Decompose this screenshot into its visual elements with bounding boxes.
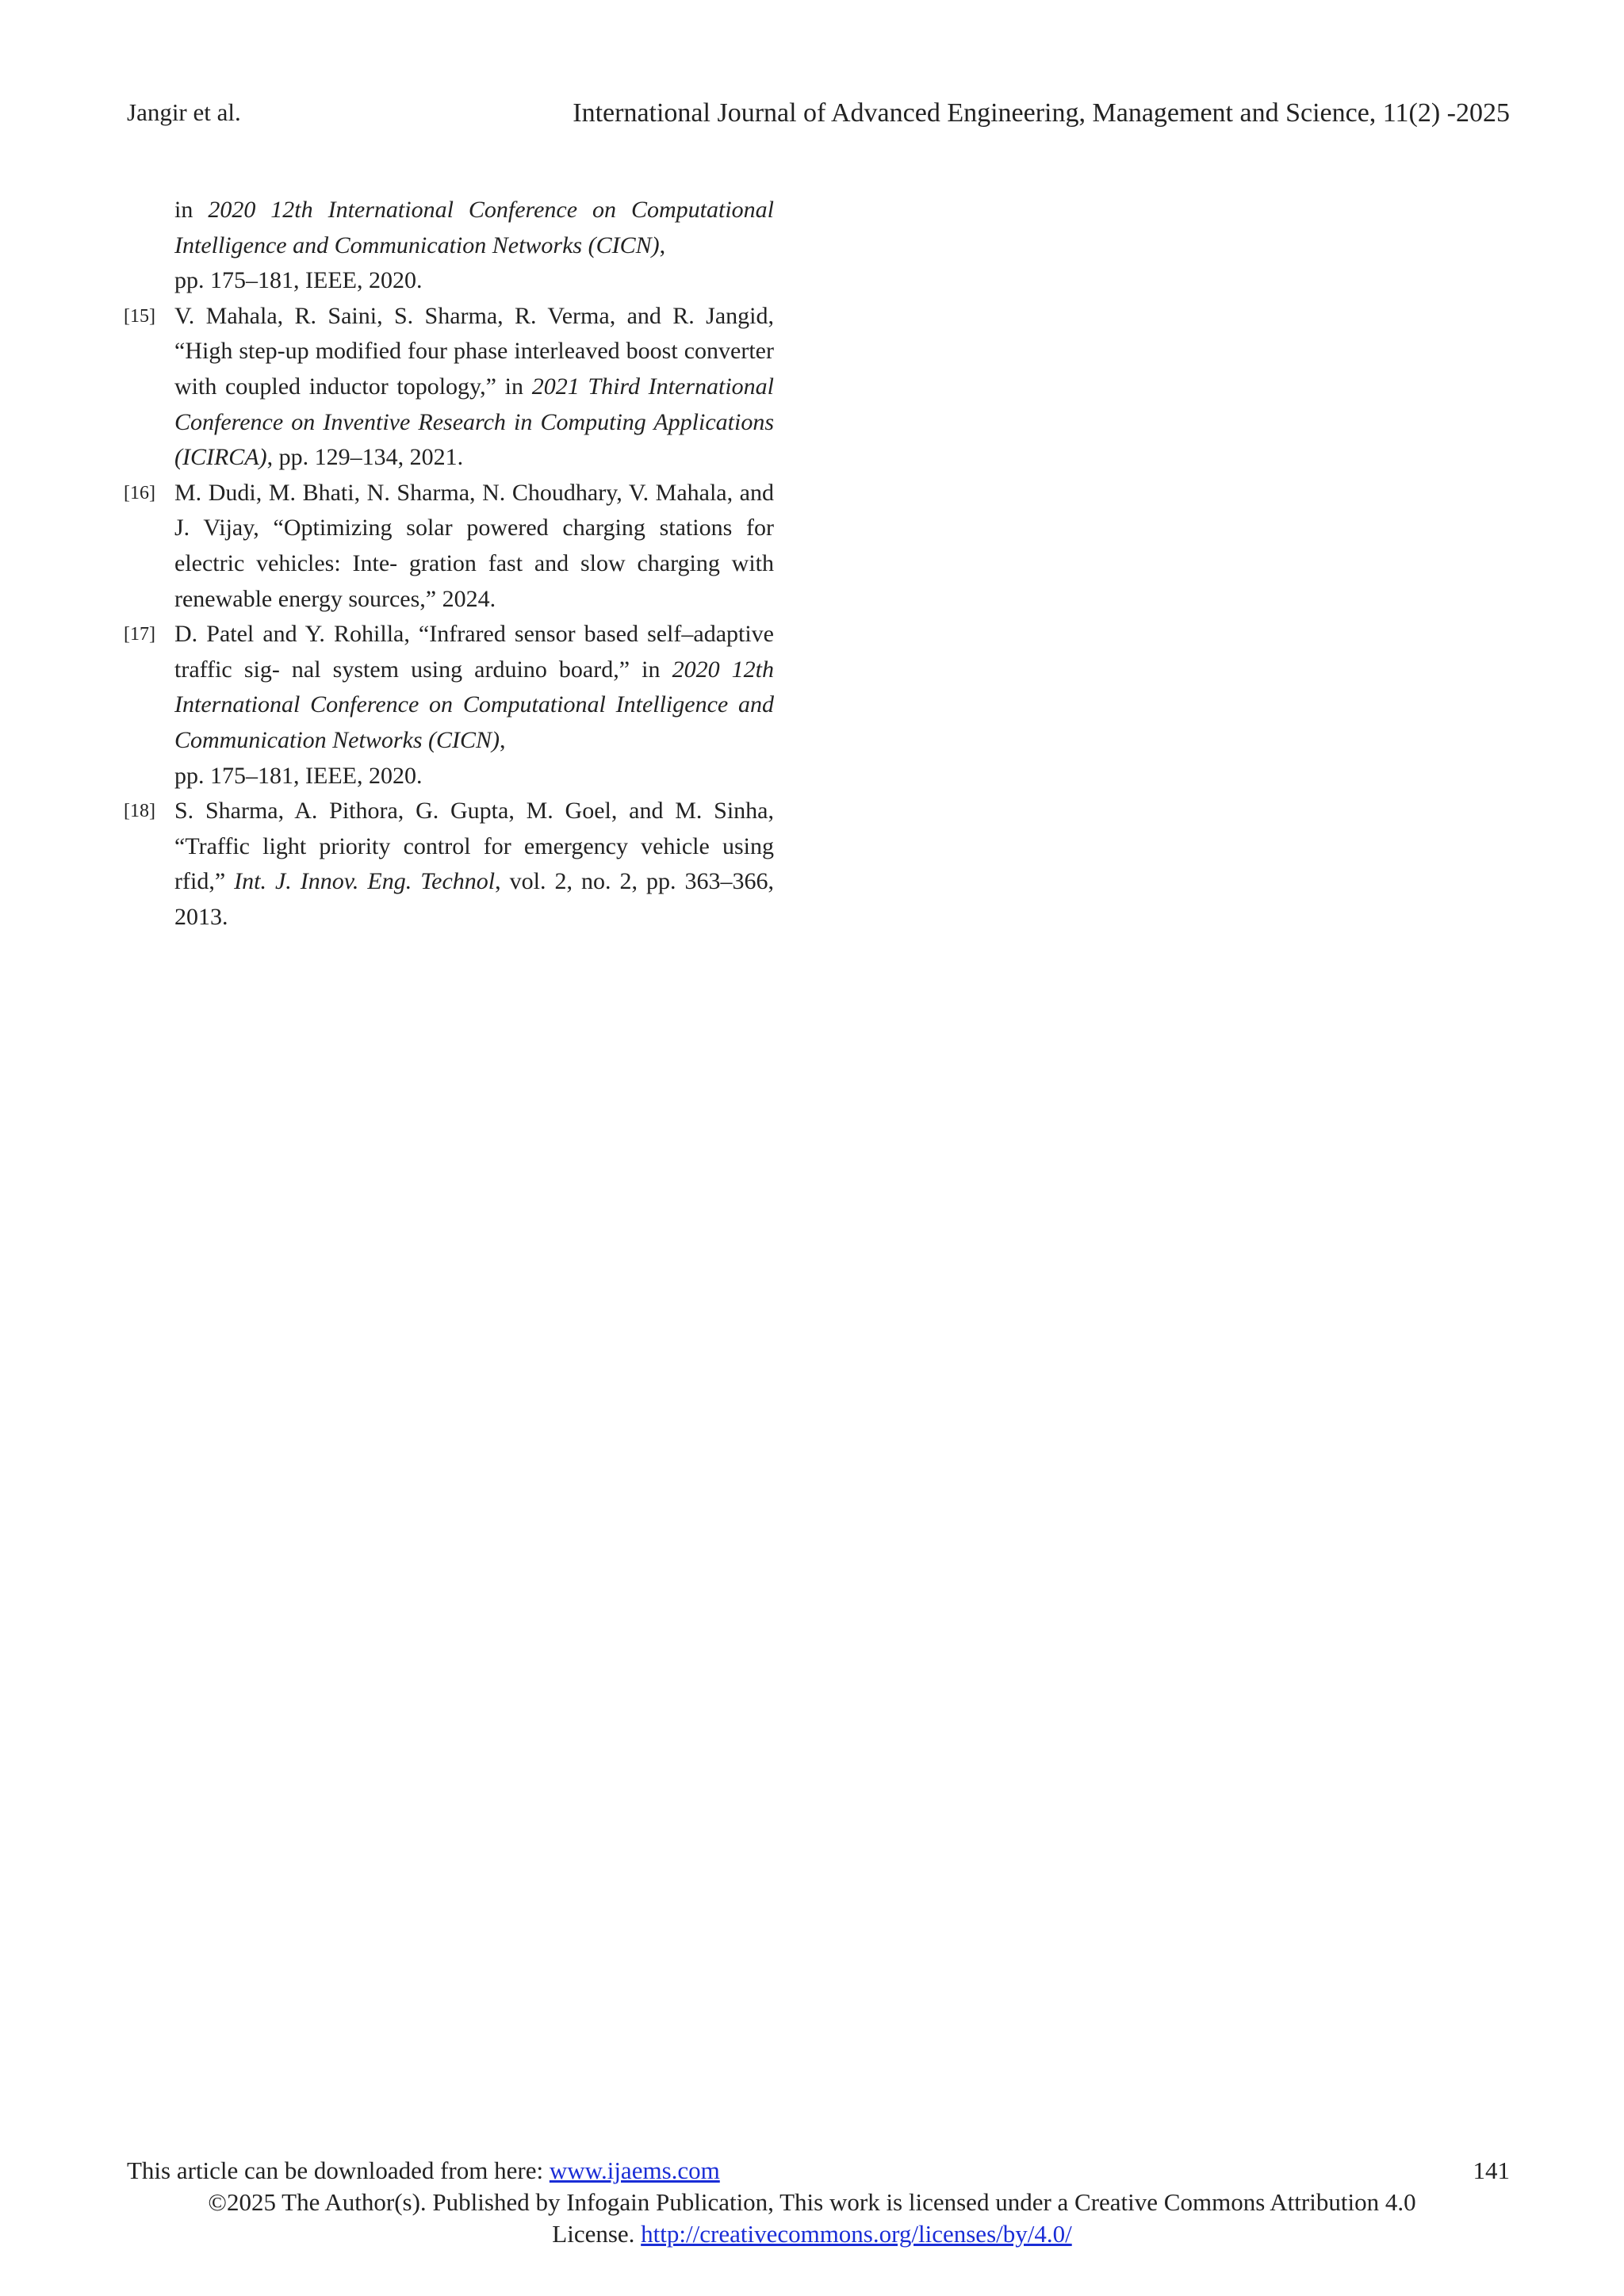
reference-item bbox=[124, 299, 774, 476]
reference-item bbox=[124, 193, 774, 299]
reference-text: S. Sharma, A. Pithora, G. Gupta, M. Goel, and M. Sinha, “Traffic light priority control for emergency vehicle using rfid,” bbox=[174, 798, 774, 895]
page-number: 141 bbox=[1473, 2156, 1510, 2184]
reference-tail: , bbox=[659, 232, 666, 258]
reference-text: D. Patel and Y. Rohilla, “Infrared sensor based self–adaptive traffic sig- nal system using arduino board,” in bbox=[174, 621, 774, 683]
license-prefix: License. bbox=[552, 2220, 642, 2248]
reference-item bbox=[124, 476, 774, 617]
reference-item bbox=[124, 794, 774, 935]
reference-venue: 2020 12th International Conference on Computational Intelligence and Communication Networks (CICN) bbox=[174, 656, 774, 753]
reference-item bbox=[124, 617, 774, 794]
reference-number: [18] bbox=[124, 801, 155, 822]
running-header-authors: Jangir et al. bbox=[127, 98, 241, 126]
reference-pages: pp. 175–181, IEEE, 2020. bbox=[174, 762, 423, 789]
license-link[interactable]: http://creativecommons.org/licenses/by/4.0/ bbox=[641, 2220, 1072, 2248]
reference-number: [17] bbox=[124, 624, 155, 645]
reference-tail: , vol. 2, no. 2, pp. 363–366, 2013. bbox=[174, 868, 774, 930]
reference-text: M. Dudi, M. Bhati, N. Sharma, N. Choudhary, V. Mahala, and J. Vijay, “Optimizing solar powered charging stations for electric vehicles: Inte- gration fast and slow charging with renewable energy sources,” 2024. bbox=[174, 479, 774, 612]
license-text: ©2025 The Author(s). Published by Infogain Publication, This work is licensed under a Creative Commons Attribution 4.0 bbox=[208, 2188, 1416, 2216]
download-link[interactable]: www.ijaems.com bbox=[549, 2156, 720, 2184]
reference-tail: , bbox=[500, 726, 506, 753]
reference-number: [15] bbox=[124, 305, 155, 327]
reference-pages: pp. 175–181, IEEE, 2020. bbox=[174, 267, 423, 294]
reference-text: in bbox=[174, 197, 209, 223]
page-footer bbox=[0, 2155, 1624, 2250]
reference-tail: , pp. 129–134, 2021. bbox=[266, 444, 464, 471]
reference-venue: Int. J. Innov. Eng. Technol bbox=[234, 868, 496, 895]
reference-list bbox=[124, 193, 774, 935]
reference-number: [16] bbox=[124, 482, 155, 503]
reference-venue: 2020 12th International Conference on Computational Intelligence and Communication Networks (CICN) bbox=[174, 197, 774, 258]
reference-text: V. Mahala, R. Saini, S. Sharma, R. Verma, and R. Jangid, “High step-up modified four phase interleaved boost converter with coupled inductor topology,” in bbox=[174, 302, 774, 400]
download-text: This article can be downloaded from here: bbox=[127, 2156, 550, 2184]
reference-venue: 2021 Third International Conference on Inventive Research in Computing Applications (ICIRCA) bbox=[174, 373, 774, 471]
running-header-journal: International Journal of Advanced Engineering, Management and Science, 11(2) -2025 bbox=[573, 98, 1510, 128]
